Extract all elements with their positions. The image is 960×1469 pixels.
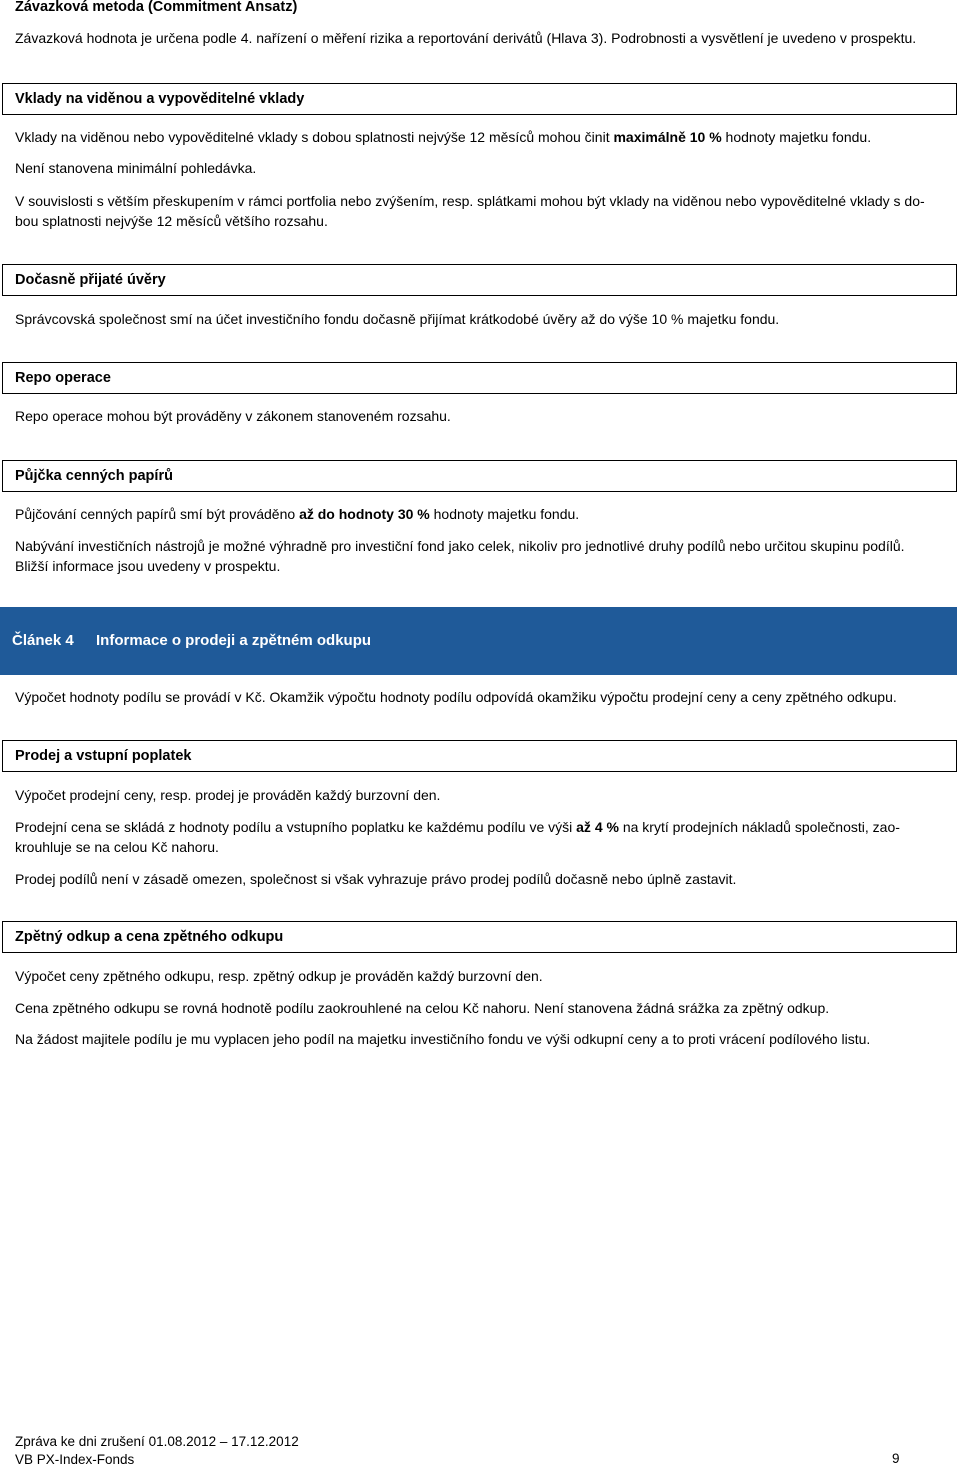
section-box-loans bbox=[2, 264, 957, 296]
section-box-sale bbox=[2, 740, 957, 772]
sale-paragraph-3: Prodej podílů není v zásadě omezen, společnost si však vyhrazuje právo prodej podílů dočasně nebo úplně zastavit. bbox=[15, 871, 737, 887]
footer-fund-name: VB PX-Index-Fonds bbox=[15, 1452, 135, 1467]
section-heading-redemption: Zpětný odkup a cena zpětného odkupu bbox=[15, 929, 284, 945]
redemption-paragraph-3: Na žádost majitele podílu je mu vyplacen jeho podíl na majetku investičního fondu ve výši odkupní ceny a to proti vrácení podílového listu. bbox=[15, 1031, 871, 1047]
deposits-paragraph-3: V souvislosti s větším přeskupením v rámci portfolia nebo zvýšením, resp. splátkami mohou být vklady na viděnou nebo vypověditelné vklady s do- bou splatnosti nejvýše 12 měsíců většího rozsahu. bbox=[15, 193, 925, 229]
deposits-paragraph-2: Není stanovena minimální pohledávka. bbox=[15, 160, 257, 176]
lending-paragraph-2: Nabývání investičních nástrojů je možné výhradně pro investiční fond jako celek, nikoliv pro jednotlivé druhy podílů nebo určitou skupinu podílů. Bližší informace jsou uvedeny v prospektu. bbox=[15, 538, 905, 574]
article-number: Článek 4 bbox=[12, 632, 74, 649]
section-heading-deposits: Vklady na viděnou a vypověditelné vklady bbox=[15, 91, 305, 107]
sale-paragraph-2: Prodejní cena se skládá z hodnoty podílu a vstupního poplatku ke každému podílu ve výši až 4 % na krytí prodejních nákladů společnosti, zao- krouhluje se na celou Kč nahoru. bbox=[15, 819, 900, 855]
redemption-paragraph-1: Výpočet ceny zpětného odkupu, resp. zpětný odkup je prováděn každý burzovní den. bbox=[15, 968, 543, 984]
article-banner bbox=[0, 607, 957, 675]
lending-limit-bold: až do hodnoty 30 % bbox=[299, 506, 430, 522]
repo-text: Repo operace mohou být prováděny v zákonem stanoveném rozsahu. bbox=[15, 408, 451, 424]
article-title: Informace o prodeji a zpětném odkupu bbox=[96, 632, 372, 649]
redemption-paragraph-2: Cena zpětného odkupu se rovná hodnotě podílu zaokrouhlené na celou Kč nahoru. Není stanovena žádná srážka za zpětný odkup. bbox=[15, 1000, 830, 1016]
section-box-lending bbox=[2, 460, 957, 492]
section-heading-repo: Repo operace bbox=[15, 370, 111, 386]
section-heading-loans: Dočasně přijaté úvěry bbox=[15, 272, 166, 288]
commitment-text: Závazková hodnota je určena podle 4. nařízení o měření rizika a reportování derivátů (Hlava 3). Podrobnosti a vysvětlení je uvedeno v prospektu. bbox=[15, 30, 917, 46]
deposits-paragraph-1: Vklady na viděnou nebo vypověditelné vklady s dobou splatnosti nejvýše 12 měsíců mohou činit maximálně 10 % hodnoty majetku fondu. bbox=[15, 129, 872, 145]
sale-paragraph-1: Výpočet prodejní ceny, resp. prodej je prováděn každý burzovní den. bbox=[15, 787, 441, 803]
commitment-title: Závazková metoda (Commitment Ansatz) bbox=[15, 0, 298, 15]
sale-fee-bold: až 4 % bbox=[576, 819, 619, 835]
section-box-redemption bbox=[2, 921, 957, 953]
footer-report-date: Zpráva ke dni zrušení 01.08.2012 – 17.12.2012 bbox=[15, 1434, 299, 1449]
section-heading-lending: Půjčka cenných papírů bbox=[15, 468, 173, 484]
deposits-limit-bold: maximálně 10 % bbox=[613, 129, 722, 145]
lending-paragraph-1: Půjčování cenných papírů smí být prováděno až do hodnoty 30 % hodnoty majetku fondu. bbox=[15, 506, 580, 522]
page-number: 9 bbox=[892, 1451, 900, 1466]
section-box-deposits bbox=[2, 83, 957, 115]
loans-text: Správcovská společnost smí na účet investičního fondu dočasně přijímat krátkodobé úvěry až do výše 10 % majetku fondu. bbox=[15, 311, 780, 327]
section-box-repo bbox=[2, 362, 957, 394]
section-heading-sale: Prodej a vstupní poplatek bbox=[15, 748, 192, 764]
article-intro: Výpočet hodnoty podílu se provádí v Kč. Okamžik výpočtu hodnoty podílu odpovídá okamžiku výpočtu prodejní ceny a ceny zpětného odkupu. bbox=[15, 689, 897, 705]
